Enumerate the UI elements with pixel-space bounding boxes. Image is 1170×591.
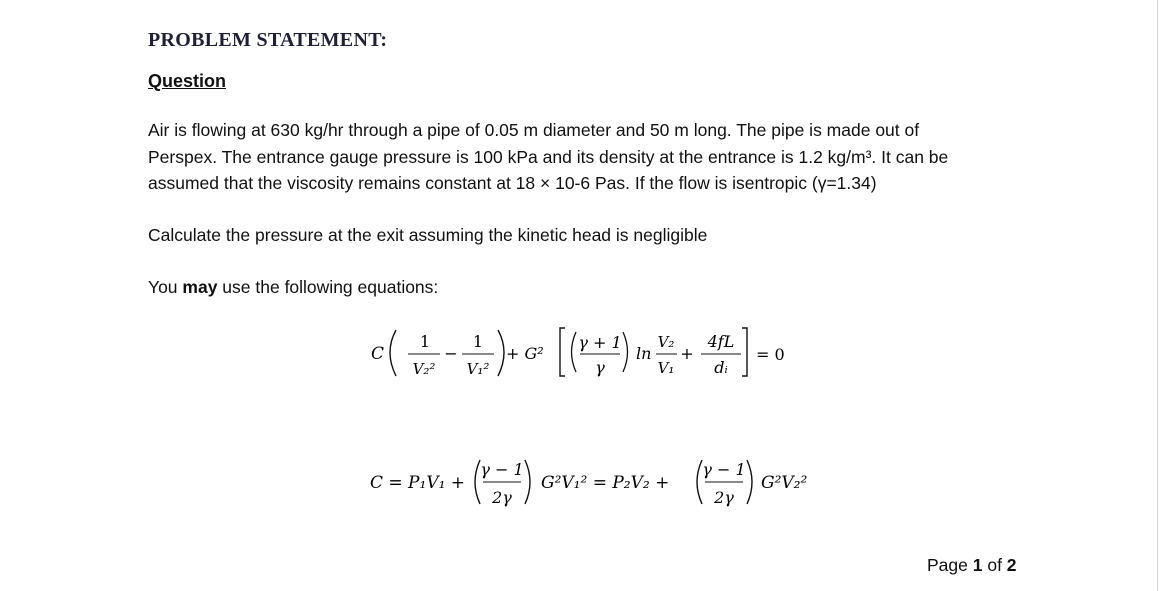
eq2-gamma-den-1: 2γ	[492, 488, 512, 507]
equation-1	[0, 318, 1170, 398]
eq2-gamma-num-2: γ − 1	[702, 460, 746, 479]
eq1-friction-den: dᵢ	[714, 358, 728, 377]
eq2-tail: G²V₂²	[761, 473, 808, 493]
equation-1-svg	[0, 318, 1170, 398]
eq1-plus: +	[680, 344, 694, 363]
page-total: 2	[1006, 555, 1017, 575]
eq2-paren-2-left	[697, 460, 702, 504]
page-prefix: Page	[927, 555, 973, 575]
eq1-paren-left	[390, 330, 396, 376]
problem-paragraph	[148, 117, 1048, 197]
paragraph-line: assumed that the viscosity remains constant at 18 × 10-6 Pas. If the flow is isentropic (γ=1.34)	[148, 173, 877, 193]
eq2-gamma-den-2: 2γ	[714, 488, 734, 507]
eq1-ratio-den: V₁	[657, 359, 675, 377]
paragraph-line: Perspex. The entrance gauge pressure is 100 kPa and its density at the entrance is 1.2 kg/m³. It can be	[148, 146, 949, 167]
eq1-lead-symbol: C	[371, 344, 385, 364]
intro-emphasis: may	[182, 277, 218, 297]
eq2-paren-1-left	[475, 460, 480, 504]
eq1-minus: −	[444, 344, 458, 363]
eq1-paren-right	[498, 330, 504, 376]
page-number	[927, 555, 1017, 576]
equation-2-svg	[0, 448, 1170, 518]
eq1-frac-a-den: V₂²	[412, 360, 436, 378]
eq1-ln: ln	[636, 344, 652, 363]
eq1-g-term: + G²	[506, 344, 544, 363]
instruction-text: Calculate the pressure at the exit assuming the kinetic head is negligible	[148, 225, 708, 245]
intro-before: You	[148, 277, 183, 297]
page-current: 1	[972, 555, 983, 575]
eq1-bracket-left	[560, 328, 565, 376]
eq1-gamma-num: γ + 1	[578, 333, 622, 352]
eq2-gamma-num-1: γ − 1	[480, 460, 524, 479]
problem-heading: PROBLEM STATEMENT:	[148, 29, 388, 51]
eq2-paren-2-right	[747, 460, 752, 504]
eq1-gamma-den: γ	[595, 358, 605, 377]
equations-intro	[148, 274, 1048, 301]
eq1-frac-b-num: 1	[472, 332, 484, 351]
intro-after: use the following equations:	[217, 277, 439, 297]
eq1-gamma-paren-left	[572, 332, 577, 372]
eq1-ratio-num: V₂	[657, 333, 675, 351]
eq1-rhs: = 0	[756, 345, 785, 364]
question-subheading: Question	[148, 71, 227, 91]
eq2-middle: G²V₁² = P₂V₂ +	[541, 473, 670, 493]
eq1-friction-num: 4fL	[707, 332, 735, 351]
eq1-gamma-paren-right	[623, 332, 628, 372]
paragraph-line: Air is flowing at 630 kg/hr through a pipe of 0.05 m diameter and 50 m long. The pipe is made out of	[148, 120, 920, 140]
page-middle: of	[982, 555, 1007, 575]
eq2-lhs: C = P₁V₁ +	[370, 473, 466, 493]
eq1-bracket-right	[742, 328, 747, 376]
eq1-frac-b-den: V₁²	[466, 360, 490, 378]
equation-2	[0, 448, 1170, 518]
eq1-frac-a-num: 1	[419, 332, 431, 351]
eq2-paren-1-right	[525, 460, 530, 504]
